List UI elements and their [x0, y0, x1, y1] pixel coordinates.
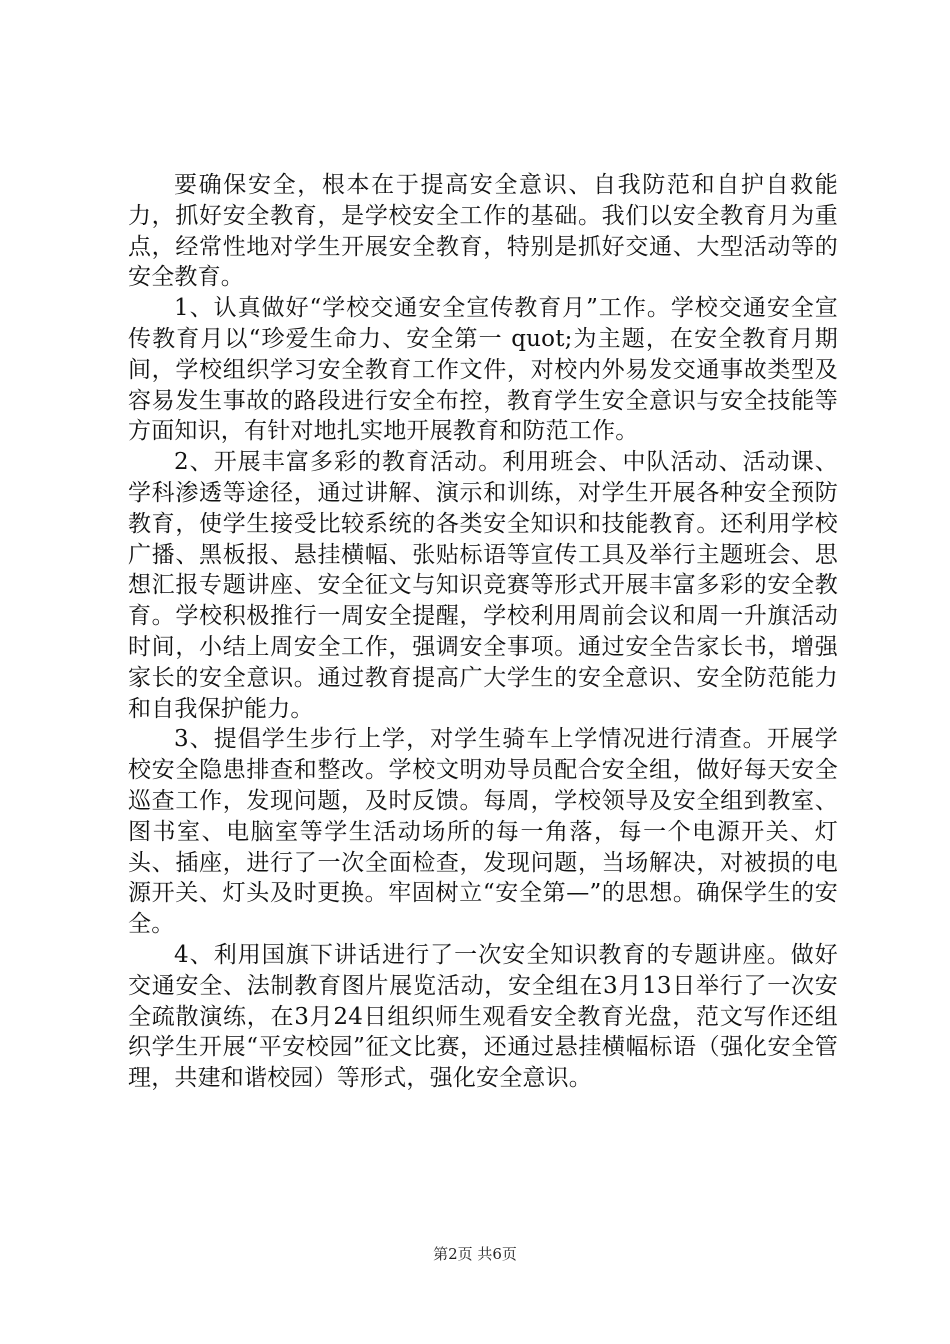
- paragraph-item-3: 3、提倡学生步行上学，对学生骑车上学情况进行清查。开展学校安全隐患排查和整改。学校文明劝导员配合安全组，做好每天安全巡查工作，发现问题，及时反馈。每周，学校领导及安全组到教室、图书室、电脑室等学生活动场所的每一角落，每一个电源开关、灯头、插座，进行了一次全面检查，发现问题，当场解决，对被损的电源开关、灯头及时更换。牢固树立“安全第—”的思想。确保学生的安全。: [128, 726, 838, 938]
- document-body: [128, 170, 838, 1094]
- paragraph-item-2: 2、开展丰富多彩的教育活动。利用班会、中队活动、活动课、学科渗透等途径，通过讲解、演示和训练，对学生开展各种安全预防教育，使学生接受比较系统的各类安全知识和技能教育。还利用学校广播、黑板报、悬挂横幅、张贴标语等宣传工具及举行主题班会、思想汇报专题讲座、安全征文与知识竞赛等形式开展丰富多彩的安全教育。学校积极推行一周安全提醒，学校利用周前会议和周一升旗活动时间，小结上周安全工作，强调安全事项。通过安全告家长书，增强家长的安全意识。通过教育提高广大学生的安全意识、安全防范能力和自我保护能力。: [128, 449, 838, 722]
- paragraph-item-1: 1、认真做好“学校交通安全宣传教育月”工作。学校交通安全宣传教育月以“珍爱生命力、安全第一 quot;为主题，在安全教育月期间，学校组织学习安全教育工作文件，对校内外易发交通事故类型及容易发生事故的路段进行安全布控，教育学生安全意识与安全技能等方面知识，有针对地扎实地开展教育和防范工作。: [128, 295, 838, 445]
- paragraph-item-4: 4、利用国旗下讲话进行了一次安全知识教育的专题讲座。做好交通安全、法制教育图片展览活动，安全组在3月13日举行了一次安全疏散演练，在3月24日组织师生观看安全教育光盘，范文写作还组织学生开展“平安校园”征文比赛，还通过悬挂横幅标语（强化安全管理，共建和谐校园）等形式，强化安全意识。: [128, 941, 838, 1092]
- paragraph-intro: 要确保安全，根本在于提高安全意识、自我防范和自护自救能力，抓好安全教育，是学校安全工作的基础。我们以安全教育月为重点，经常性地对学生开展安全教育，特别是抓好交通、大型活动等的安全教育。: [128, 172, 838, 291]
- page-number-footer: 第2页 共6页: [433, 1245, 517, 1263]
